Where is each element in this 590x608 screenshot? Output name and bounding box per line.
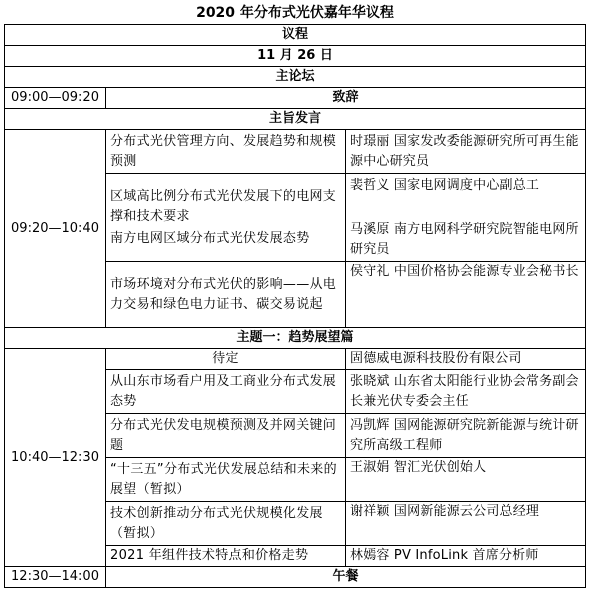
table-row bbox=[5, 130, 586, 174]
table-row bbox=[5, 349, 586, 370]
keynote-header-row bbox=[5, 109, 586, 130]
session-topic: 技术创新推动分布式光伏规模化发展（暂拟） bbox=[106, 502, 346, 546]
theme1-header: 主题一：趋势展望篇 bbox=[5, 328, 586, 349]
session-speaker-cell bbox=[346, 174, 586, 262]
session-topic: 分布式光伏发电规模预测及并网关键问题 bbox=[106, 414, 346, 458]
page-title: 2020 年分布式光伏嘉年华议程 bbox=[196, 5, 394, 21]
session-speaker: 固德威电源科技股份有限公司 bbox=[346, 349, 586, 370]
date-label: 11 月 26 日 bbox=[5, 46, 586, 67]
lunch-row bbox=[5, 567, 586, 588]
session-speaker: 冯凯辉 国网能源研究院新能源与统计研究所高级工程师 bbox=[346, 414, 586, 458]
date-row bbox=[5, 46, 586, 67]
session-topic: 市场环境对分布式光伏的影响——从电力交易和绿色电力证书、碳交易说起 bbox=[106, 262, 346, 328]
session-speaker: 马溪原 南方电网科学研究院智能电网所研究员 bbox=[350, 221, 579, 257]
session-speaker: 谢祥颖 国网新能源云公司总经理 bbox=[346, 502, 586, 546]
session-topic: 南方电网区域分布式光伏发展态势 bbox=[110, 230, 310, 246]
session-speaker: 王淑娟 智汇光伏创始人 bbox=[346, 458, 586, 502]
forum-row bbox=[5, 67, 586, 88]
session-speaker: 时璟丽 国家发改委能源研究所可再生能源中心研究员 bbox=[346, 130, 586, 174]
theme1-time: 10:40—12:30 bbox=[5, 349, 106, 567]
theme1-header-row bbox=[5, 328, 586, 349]
session-speaker: 侯守礼 中国价格协会能源专业会秘书长 bbox=[346, 262, 586, 328]
keynote-time: 09:20—10:40 bbox=[5, 130, 106, 328]
session-speaker: 张晓斌 山东省太阳能行业协会常务副会长兼光伏专委会主任 bbox=[346, 370, 586, 414]
opening-row bbox=[5, 88, 586, 109]
session-topic-cell bbox=[106, 174, 346, 262]
lunch-time: 12:30—14:00 bbox=[5, 567, 106, 588]
session-speaker: 裴哲义 国家电网调度中心副总工 bbox=[350, 177, 540, 193]
session-topic: 2021 年组件技术特点和价格走势 bbox=[106, 546, 346, 567]
agenda-header-row bbox=[5, 25, 586, 46]
forum-label: 主论坛 bbox=[5, 67, 586, 88]
lunch-label: 午餐 bbox=[106, 567, 586, 588]
session-speaker: 林嫣容 PV InfoLink 首席分析师 bbox=[346, 546, 586, 567]
session-topic: “十三五”分布式光伏发展总结和未来的展望（暂拟） bbox=[106, 458, 346, 502]
session-topic: 分布式光伏管理方向、发展趋势和规模预测 bbox=[106, 130, 346, 174]
agenda-header: 议程 bbox=[5, 25, 586, 46]
agenda-table bbox=[4, 24, 586, 588]
opening-label: 致辞 bbox=[106, 88, 586, 109]
session-topic: 区域高比例分布式光伏发展下的电网支撑和技术要求 bbox=[110, 188, 337, 224]
session-topic: 待定 bbox=[106, 349, 346, 370]
opening-time: 09:00—09:20 bbox=[5, 88, 106, 109]
session-topic: 从山东市场看户用及工商业分布式发展态势 bbox=[106, 370, 346, 414]
keynote-header: 主旨发言 bbox=[5, 109, 586, 130]
